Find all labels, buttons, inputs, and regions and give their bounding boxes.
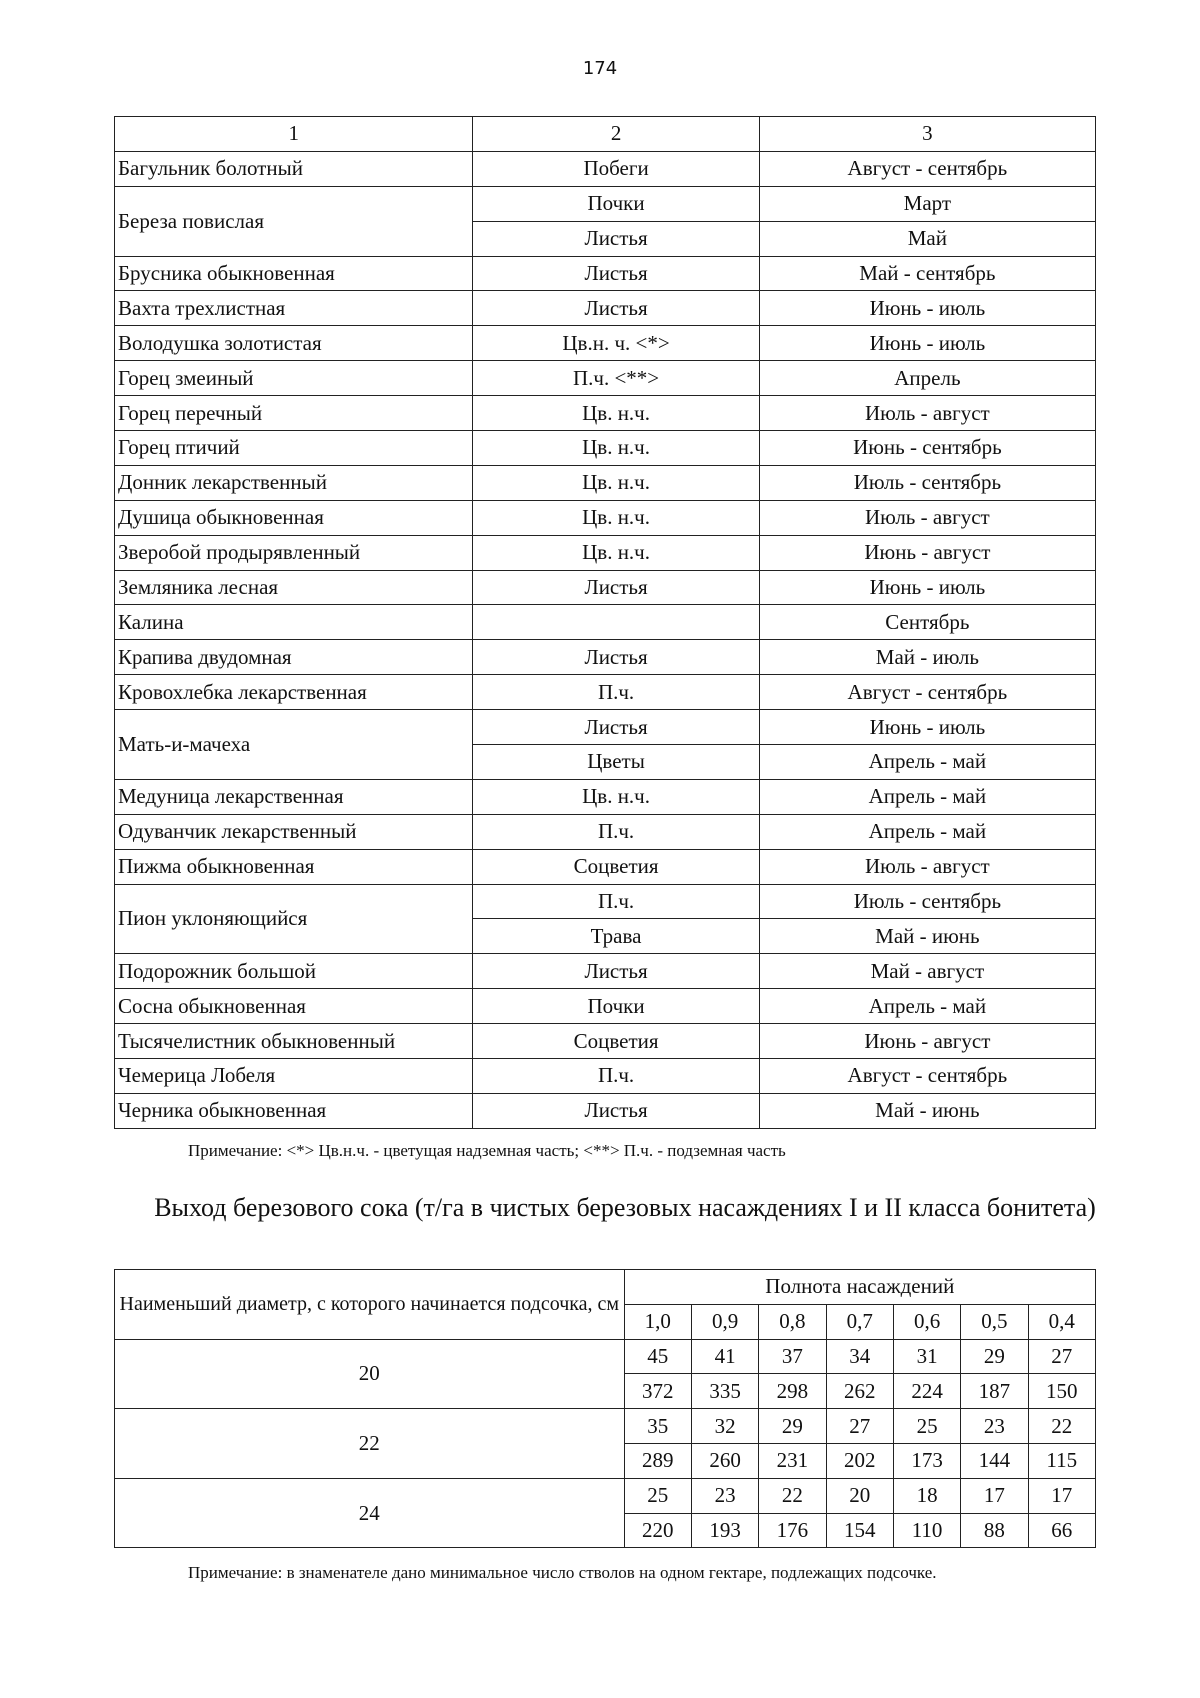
table-row xyxy=(115,989,1096,1024)
sap-yield-row xyxy=(115,1339,1096,1374)
density-value: 0,6 xyxy=(893,1304,960,1339)
harvest-period: Июль - август xyxy=(759,396,1095,431)
plant-name: Земляника лесная xyxy=(115,570,473,605)
plant-part: Листья xyxy=(473,570,759,605)
table-row xyxy=(115,361,1096,396)
plant-name: Медуница лекарственная xyxy=(115,779,473,814)
plant-name: Пижма обыкновенная xyxy=(115,849,473,884)
column-header-3: 3 xyxy=(759,117,1095,152)
plant-part: Цв. н.ч. xyxy=(473,431,759,466)
plant-name: Душица обыкновенная xyxy=(115,500,473,535)
page-number: 174 xyxy=(582,58,618,79)
plant-part: Цв. н.ч. xyxy=(473,500,759,535)
harvest-period: Июнь - июль xyxy=(759,570,1095,605)
table-row xyxy=(115,396,1096,431)
plant-name: Береза повислая xyxy=(115,186,473,256)
table-row xyxy=(115,256,1096,291)
trunk-count-value: 144 xyxy=(961,1443,1028,1478)
table-row xyxy=(115,431,1096,466)
table-row xyxy=(115,500,1096,535)
sap-yield-value: 25 xyxy=(893,1409,960,1444)
table-row xyxy=(115,814,1096,849)
harvest-period: Июнь - август xyxy=(759,1024,1095,1059)
plant-part: Цветы xyxy=(473,745,759,780)
sap-yield-value: 32 xyxy=(691,1409,758,1444)
sap-yield-row xyxy=(115,1478,1096,1513)
plant-name: Брусника обыкновенная xyxy=(115,256,473,291)
harvest-period: Июнь - август xyxy=(759,535,1095,570)
plant-part: Листья xyxy=(473,710,759,745)
table-row xyxy=(115,640,1096,675)
plant-name: Володушка золотистая xyxy=(115,326,473,361)
plant-name: Чемерица Лобеля xyxy=(115,1059,473,1094)
harvest-period: Июнь - июль xyxy=(759,326,1095,361)
trunk-count-value: 193 xyxy=(691,1513,758,1548)
table-row xyxy=(115,291,1096,326)
table-row xyxy=(115,779,1096,814)
trunk-count-value: 298 xyxy=(759,1374,826,1409)
table-row xyxy=(115,326,1096,361)
trunk-count-value: 220 xyxy=(624,1513,691,1548)
density-value: 0,8 xyxy=(759,1304,826,1339)
harvest-period: Апрель xyxy=(759,361,1095,396)
density-header: Полнота насаждений xyxy=(624,1270,1095,1305)
harvest-period: Август - сентябрь xyxy=(759,151,1095,186)
sap-yield-value: 45 xyxy=(624,1339,691,1374)
trunk-count-value: 88 xyxy=(961,1513,1028,1548)
harvest-period: Май - июнь xyxy=(759,1093,1095,1128)
sap-yield-value: 35 xyxy=(624,1409,691,1444)
plant-part: Листья xyxy=(473,1093,759,1128)
trunk-count-value: 150 xyxy=(1028,1374,1095,1409)
trunk-count-value: 176 xyxy=(759,1513,826,1548)
harvest-period: Май - июль xyxy=(759,640,1095,675)
sap-yield-value: 23 xyxy=(691,1478,758,1513)
harvest-period: Август - сентябрь xyxy=(759,1059,1095,1094)
trunk-count-value: 335 xyxy=(691,1374,758,1409)
trunk-count-value: 372 xyxy=(624,1374,691,1409)
plant-part xyxy=(473,605,759,640)
harvest-period: Март xyxy=(759,186,1095,221)
sap-header-row xyxy=(115,1270,1096,1305)
plants-harvest-table xyxy=(114,116,1096,1129)
density-value: 1,0 xyxy=(624,1304,691,1339)
table-row xyxy=(115,186,1096,221)
plant-part: Цв.н. ч. <*> xyxy=(473,326,759,361)
column-header-1: 1 xyxy=(115,117,473,152)
diameter-value: 22 xyxy=(115,1409,625,1479)
sap-yield-value: 29 xyxy=(961,1339,1028,1374)
trunk-count-value: 110 xyxy=(893,1513,960,1548)
harvest-period: Апрель - май xyxy=(759,779,1095,814)
table-row xyxy=(115,710,1096,745)
sap-yield-value: 22 xyxy=(1028,1409,1095,1444)
sap-yield-value: 34 xyxy=(826,1339,893,1374)
harvest-period: Август - сентябрь xyxy=(759,675,1095,710)
plant-name: Кровохлебка лекарственная xyxy=(115,675,473,710)
harvest-period: Апрель - май xyxy=(759,745,1095,780)
harvest-period: Июнь - сентябрь xyxy=(759,431,1095,466)
sap-table-body xyxy=(115,1270,1096,1548)
plant-name: Донник лекарственный xyxy=(115,465,473,500)
trunk-count-value: 224 xyxy=(893,1374,960,1409)
plant-part: П.ч. xyxy=(473,1059,759,1094)
table-row xyxy=(115,1059,1096,1094)
plant-part: Цв. н.ч. xyxy=(473,465,759,500)
birch-sap-table xyxy=(114,1269,1096,1548)
plant-name: Вахта трехлистная xyxy=(115,291,473,326)
plant-name: Пион уклоняющийся xyxy=(115,884,473,954)
trunk-count-value: 154 xyxy=(826,1513,893,1548)
diameter-header: Наименьший диаметр, с которого начинается подсочка, см xyxy=(115,1270,625,1340)
plant-name: Крапива двудомная xyxy=(115,640,473,675)
table-row xyxy=(115,465,1096,500)
table-row xyxy=(115,535,1096,570)
trunk-count-value: 289 xyxy=(624,1443,691,1478)
sap-yield-value: 20 xyxy=(826,1478,893,1513)
plant-name: Мать-и-мачеха xyxy=(115,710,473,780)
harvest-period: Апрель - май xyxy=(759,814,1095,849)
sap-yield-value: 27 xyxy=(826,1409,893,1444)
trunk-count-value: 66 xyxy=(1028,1513,1095,1548)
harvest-period: Апрель - май xyxy=(759,989,1095,1024)
trunk-count-value: 187 xyxy=(961,1374,1028,1409)
plant-part: Листья xyxy=(473,256,759,291)
sap-yield-value: 18 xyxy=(893,1478,960,1513)
plant-name: Зверобой продырявленный xyxy=(115,535,473,570)
density-value: 0,4 xyxy=(1028,1304,1095,1339)
harvest-period: Июль - сентябрь xyxy=(759,884,1095,919)
plants-table-body xyxy=(115,117,1096,1129)
sap-yield-value: 37 xyxy=(759,1339,826,1374)
trunk-count-value: 260 xyxy=(691,1443,758,1478)
table-row xyxy=(115,884,1096,919)
harvest-period: Май - июнь xyxy=(759,919,1095,954)
sap-yield-value: 31 xyxy=(893,1339,960,1374)
table-row xyxy=(115,849,1096,884)
plant-name: Горец змеиный xyxy=(115,361,473,396)
sap-table-title: Выход березового сока (т/га в чистых березовых насаждениях I и II класса бонитета) xyxy=(154,1193,1096,1222)
plant-name: Одуванчик лекарственный xyxy=(115,814,473,849)
plant-part: Листья xyxy=(473,291,759,326)
plant-part: П.ч. xyxy=(473,814,759,849)
plant-part: Листья xyxy=(473,221,759,256)
table-row xyxy=(115,1024,1096,1059)
trunk-count-value: 202 xyxy=(826,1443,893,1478)
density-value: 0,7 xyxy=(826,1304,893,1339)
table-row xyxy=(115,605,1096,640)
table-row xyxy=(115,675,1096,710)
plant-name: Сосна обыкновенная xyxy=(115,989,473,1024)
plant-part: П.ч. xyxy=(473,884,759,919)
sap-yield-value: 27 xyxy=(1028,1339,1095,1374)
trunk-count-value: 231 xyxy=(759,1443,826,1478)
sap-table-note: Примечание: в знаменателе дано минимальное число стволов на одном гектаре, подлежащих подсочке. xyxy=(188,1563,937,1582)
table-header-row xyxy=(115,117,1096,152)
plant-name: Горец перечный xyxy=(115,396,473,431)
plant-part: Цв. н.ч. xyxy=(473,535,759,570)
sap-yield-value: 22 xyxy=(759,1478,826,1513)
trunk-count-value: 262 xyxy=(826,1374,893,1409)
diameter-value: 20 xyxy=(115,1339,625,1409)
sap-yield-value: 17 xyxy=(961,1478,1028,1513)
plant-part: Соцветия xyxy=(473,849,759,884)
plant-name: Калина xyxy=(115,605,473,640)
harvest-period: Июль - август xyxy=(759,500,1095,535)
sap-yield-value: 25 xyxy=(624,1478,691,1513)
plant-part: Листья xyxy=(473,640,759,675)
sap-yield-value: 41 xyxy=(691,1339,758,1374)
sap-yield-value: 17 xyxy=(1028,1478,1095,1513)
harvest-period: Июль - август xyxy=(759,849,1095,884)
harvest-period: Май xyxy=(759,221,1095,256)
trunk-count-value: 115 xyxy=(1028,1443,1095,1478)
plant-part: Листья xyxy=(473,954,759,989)
density-value: 0,9 xyxy=(691,1304,758,1339)
harvest-period: Июнь - июль xyxy=(759,710,1095,745)
sap-yield-value: 29 xyxy=(759,1409,826,1444)
plant-name: Подорожник большой xyxy=(115,954,473,989)
plant-part: Почки xyxy=(473,989,759,1024)
harvest-period: Июнь - июль xyxy=(759,291,1095,326)
harvest-period: Май - сентябрь xyxy=(759,256,1095,291)
harvest-period: Июль - сентябрь xyxy=(759,465,1095,500)
plant-part: Цв. н.ч. xyxy=(473,779,759,814)
column-header-2: 2 xyxy=(473,117,759,152)
plants-table-note: Примечание: <*> Цв.н.ч. - цветущая надземная часть; <**> П.ч. - подземная часть xyxy=(188,1141,786,1160)
sap-yield-value: 23 xyxy=(961,1409,1028,1444)
density-value: 0,5 xyxy=(961,1304,1028,1339)
plant-part: Почки xyxy=(473,186,759,221)
plant-name: Черника обыкновенная xyxy=(115,1093,473,1128)
plant-part: Соцветия xyxy=(473,1024,759,1059)
harvest-period: Сентябрь xyxy=(759,605,1095,640)
plant-part: Цв. н.ч. xyxy=(473,396,759,431)
plant-part: П.ч. xyxy=(473,675,759,710)
plant-part: Трава xyxy=(473,919,759,954)
plant-name: Багульник болотный xyxy=(115,151,473,186)
plant-part: П.ч. <**> xyxy=(473,361,759,396)
plant-part: Побеги xyxy=(473,151,759,186)
harvest-period: Май - август xyxy=(759,954,1095,989)
plant-name: Горец птичий xyxy=(115,431,473,466)
table-row xyxy=(115,570,1096,605)
table-row xyxy=(115,1093,1096,1128)
table-row xyxy=(115,151,1096,186)
plant-name: Тысячелистник обыкновенный xyxy=(115,1024,473,1059)
sap-yield-row xyxy=(115,1409,1096,1444)
trunk-count-value: 173 xyxy=(893,1443,960,1478)
diameter-value: 24 xyxy=(115,1478,625,1548)
table-row xyxy=(115,954,1096,989)
